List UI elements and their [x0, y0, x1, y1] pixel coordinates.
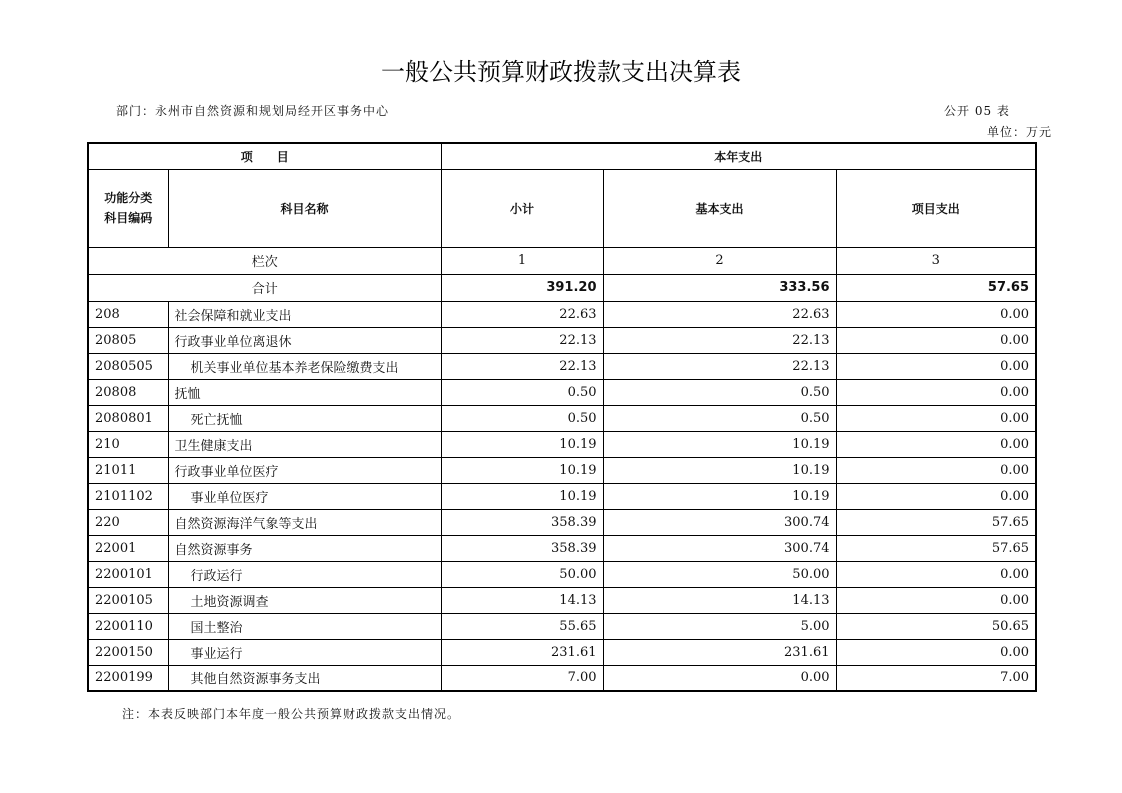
row-project: 0.00 — [836, 587, 1036, 613]
header-row-1 — [88, 143, 1036, 169]
row-name: 行政运行 — [168, 561, 441, 587]
table-row — [88, 509, 1036, 535]
row-project: 0.00 — [836, 379, 1036, 405]
index-c1: 1 — [441, 247, 603, 274]
index-c3: 3 — [836, 247, 1036, 274]
row-basic: 5.00 — [603, 613, 836, 639]
table-row — [88, 665, 1036, 691]
footnote: 注：本表反映部门本年度一般公共预算财政拨款支出情况。 — [122, 707, 461, 721]
row-name: 事业运行 — [168, 639, 441, 665]
row-basic: 300.74 — [603, 535, 836, 561]
table-row — [88, 327, 1036, 353]
row-code: 2200199 — [88, 665, 168, 691]
row-name: 其他自然资源事务支出 — [168, 665, 441, 691]
page-title: 一般公共预算财政拨款支出决算表 — [381, 58, 741, 86]
row-project: 0.00 — [836, 457, 1036, 483]
row-name: 自然资源事务 — [168, 535, 441, 561]
header-row-2 — [88, 169, 1036, 247]
table-row — [88, 301, 1036, 327]
row-project: 0.00 — [836, 561, 1036, 587]
header-current-year: 本年支出 — [441, 143, 1036, 169]
row-basic: 0.50 — [603, 405, 836, 431]
row-subtotal: 50.00 — [441, 561, 603, 587]
header-project-exp: 项目支出 — [836, 169, 1036, 247]
row-subtotal: 22.13 — [441, 327, 603, 353]
row-code: 208 — [88, 301, 168, 327]
row-name: 行政事业单位医疗 — [168, 457, 441, 483]
row-name: 国土整治 — [168, 613, 441, 639]
row-basic: 300.74 — [603, 509, 836, 535]
table-row — [88, 353, 1036, 379]
row-subtotal: 22.63 — [441, 301, 603, 327]
row-subtotal: 22.13 — [441, 353, 603, 379]
row-name: 抚恤 — [168, 379, 441, 405]
row-basic: 50.00 — [603, 561, 836, 587]
total-project: 57.65 — [836, 274, 1036, 301]
row-project: 0.00 — [836, 301, 1036, 327]
row-subtotal: 0.50 — [441, 379, 603, 405]
header-code-line2: 科目编码 — [104, 211, 153, 225]
row-code: 2200150 — [88, 639, 168, 665]
row-project: 0.00 — [836, 483, 1036, 509]
row-project: 7.00 — [836, 665, 1036, 691]
row-basic: 10.19 — [603, 431, 836, 457]
row-subtotal: 10.19 — [441, 483, 603, 509]
row-code: 20808 — [88, 379, 168, 405]
row-basic: 0.50 — [603, 379, 836, 405]
row-subtotal: 358.39 — [441, 509, 603, 535]
row-basic: 22.13 — [603, 353, 836, 379]
row-name: 机关事业单位基本养老保险缴费支出 — [168, 353, 441, 379]
index-label: 栏次 — [88, 247, 441, 274]
row-subtotal: 7.00 — [441, 665, 603, 691]
row-code: 220 — [88, 509, 168, 535]
table-row — [88, 639, 1036, 665]
row-code: 22001 — [88, 535, 168, 561]
table-row — [88, 431, 1036, 457]
table-row — [88, 613, 1036, 639]
expenditure-table — [87, 142, 1037, 692]
table-row — [88, 561, 1036, 587]
row-basic: 10.19 — [603, 457, 836, 483]
row-subtotal: 358.39 — [441, 535, 603, 561]
header-subtotal: 小计 — [441, 169, 603, 247]
row-subtotal: 231.61 — [441, 639, 603, 665]
total-subtotal: 391.20 — [441, 274, 603, 301]
row-name: 土地资源调查 — [168, 587, 441, 613]
row-basic: 22.63 — [603, 301, 836, 327]
table-row — [88, 535, 1036, 561]
form-number: 公开 05 表 — [944, 104, 1010, 118]
table-row — [88, 457, 1036, 483]
row-code: 2080801 — [88, 405, 168, 431]
header-code-line1: 功能分类 — [104, 191, 153, 205]
total-label: 合计 — [88, 274, 441, 301]
row-subtotal: 14.13 — [441, 587, 603, 613]
row-code: 21011 — [88, 457, 168, 483]
table-row — [88, 379, 1036, 405]
row-name: 行政事业单位离退休 — [168, 327, 441, 353]
header-project: 项 目 — [88, 143, 441, 169]
row-code: 2200105 — [88, 587, 168, 613]
row-code: 2200110 — [88, 613, 168, 639]
row-project: 50.65 — [836, 613, 1036, 639]
header-name: 科目名称 — [168, 169, 441, 247]
row-basic: 10.19 — [603, 483, 836, 509]
row-project: 57.65 — [836, 535, 1036, 561]
header-code — [88, 169, 168, 247]
table-row — [88, 587, 1036, 613]
row-subtotal: 10.19 — [441, 457, 603, 483]
row-code: 2200101 — [88, 561, 168, 587]
table-row — [88, 483, 1036, 509]
total-row — [88, 274, 1036, 301]
row-basic: 0.00 — [603, 665, 836, 691]
row-project: 0.00 — [836, 405, 1036, 431]
row-name: 自然资源海洋气象等支出 — [168, 509, 441, 535]
row-name: 社会保障和就业支出 — [168, 301, 441, 327]
row-basic: 14.13 — [603, 587, 836, 613]
row-project: 0.00 — [836, 639, 1036, 665]
row-project: 0.00 — [836, 327, 1036, 353]
row-subtotal: 0.50 — [441, 405, 603, 431]
department-label: 部门：永州市自然资源和规划局经开区事务中心 — [116, 104, 390, 118]
total-basic: 333.56 — [603, 274, 836, 301]
row-project: 0.00 — [836, 431, 1036, 457]
row-project: 0.00 — [836, 353, 1036, 379]
row-code: 210 — [88, 431, 168, 457]
row-code: 20805 — [88, 327, 168, 353]
index-c2: 2 — [603, 247, 836, 274]
index-row — [88, 247, 1036, 274]
row-code: 2101102 — [88, 483, 168, 509]
row-code: 2080505 — [88, 353, 168, 379]
row-basic: 231.61 — [603, 639, 836, 665]
row-project: 57.65 — [836, 509, 1036, 535]
unit-label: 单位：万元 — [987, 125, 1053, 139]
header-basic: 基本支出 — [603, 169, 836, 247]
row-name: 死亡抚恤 — [168, 405, 441, 431]
row-subtotal: 10.19 — [441, 431, 603, 457]
table-row — [88, 405, 1036, 431]
row-name: 卫生健康支出 — [168, 431, 441, 457]
row-subtotal: 55.65 — [441, 613, 603, 639]
row-name: 事业单位医疗 — [168, 483, 441, 509]
row-basic: 22.13 — [603, 327, 836, 353]
